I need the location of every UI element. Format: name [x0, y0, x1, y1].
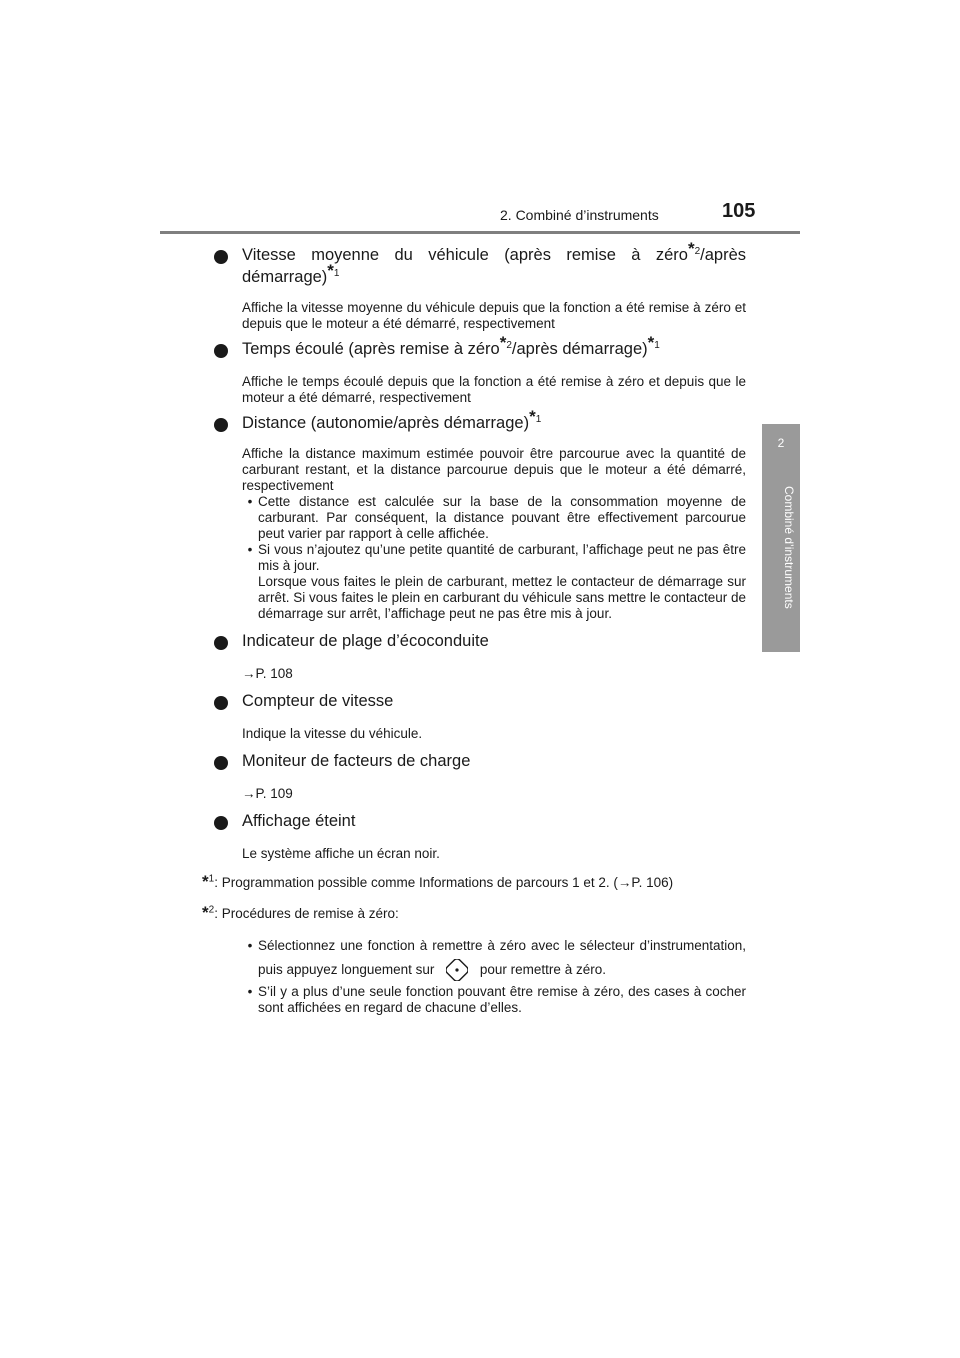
item-description: Affiche la distance maximum estimée pouvoir être parcourue avec la quantité de carburant restant, et la distance parcourue depuis que le moteur a été démarré, respectivement [242, 446, 746, 493]
sub-bullet-mark: • [247, 542, 253, 557]
chapter-tab [762, 424, 800, 652]
bullet-icon [214, 344, 228, 358]
sub-bullet: • Sélectionnez une fonction à remettre à zéro avec le sélecteur d’instrumentation, puis appuyez longuement sur pour remettre à zéro. [242, 934, 746, 982]
list-item [214, 810, 746, 832]
bullet-icon [214, 696, 228, 710]
bullet-icon [214, 636, 228, 650]
bullet-icon [214, 250, 228, 264]
list-item [214, 690, 746, 712]
chapter-tab-label: Combiné d’instruments [782, 486, 796, 609]
item-title: Vitesse moyenne du véhicule (après remise à zéro$^{*2}$/après démarrage)$^{*1}$ [242, 238, 746, 286]
chapter-tab-number: 2 [777, 436, 785, 450]
list-item [214, 406, 746, 434]
sub-bullet-mark: • [247, 938, 253, 953]
item-description: Affiche la vitesse moyenne du véhicule depuis que la fonction a été remise à zéro et depuis que le moteur a été démarré, respectivement [242, 300, 746, 331]
item-description: Affiche le temps écoulé depuis que la fonction a été remise à zéro et depuis que le moteur a été démarré, respectivement [242, 374, 746, 405]
item-title: Temps écoulé (après remise à zéro$^{*2}$/après démarrage)$^{*1}$ [242, 332, 660, 358]
list-item [214, 238, 746, 288]
bullet-icon [214, 418, 228, 432]
sub-bullet: • S’il y a plus d’une seule fonction pouvant être remise à zéro, des cases à cocher sont affichées en regard de chacune d’elles. [242, 984, 746, 1016]
item-title: Moniteur de facteurs de charge [242, 752, 471, 770]
reset-steps [242, 934, 746, 1016]
section-title: 2. Combiné d’instruments [500, 207, 659, 223]
enter-button-icon [446, 959, 468, 981]
item-title: Affichage éteint [242, 812, 356, 830]
header-divider [160, 231, 800, 234]
page-content [202, 238, 746, 1016]
item-description: Indique la vitesse du véhicule. [242, 726, 423, 741]
bullet-icon [214, 816, 228, 830]
sub-bullet-list [242, 494, 746, 622]
list-item [214, 630, 746, 652]
bullet-icon [214, 756, 228, 770]
page-reference: →P. 108 [242, 666, 293, 681]
sub-bullet-mark: • [247, 494, 253, 509]
item-title: Indicateur de plage d’écoconduite [242, 632, 489, 650]
footnote: *$^2$: Procédures de remise à zéro: [202, 903, 399, 922]
sub-bullet: • Si vous n’ajoutez qu’une petite quantité de carburant, l’affichage peut ne pas être mis à jour. [242, 542, 746, 574]
page-reference: →P. 109 [242, 786, 293, 801]
item-description: Le système affiche un écran noir. [242, 846, 440, 861]
footnote: *$^1$: Programmation possible comme Informations de parcours 1 et 2. (→P. 106) [202, 872, 674, 891]
sub-bullet-continuation: Lorsque vous faites le plein de carburant, mettez le contacteur de démarrage sur arrêt. Si vous faites le plein en carburant du véhicule sans mettre le contacteur de démarrage sur arrêt, l’affichage peut ne pas être mis à jour. [258, 574, 746, 621]
page-number: 105 [722, 200, 756, 222]
item-title: Distance (autonomie/après démarrage)$^{*1}$ [242, 406, 542, 432]
item-title: Compteur de vitesse [242, 692, 394, 710]
sub-bullet: • Cette distance est calculée sur la base de la consommation moyenne de carburant. Par conséquent, la distance pouvant être effectivement parcourue peut varier par rapport à celle affichée. [242, 494, 746, 542]
list-item [214, 750, 746, 772]
sub-bullet-mark: • [247, 984, 253, 999]
list-item [214, 332, 746, 360]
